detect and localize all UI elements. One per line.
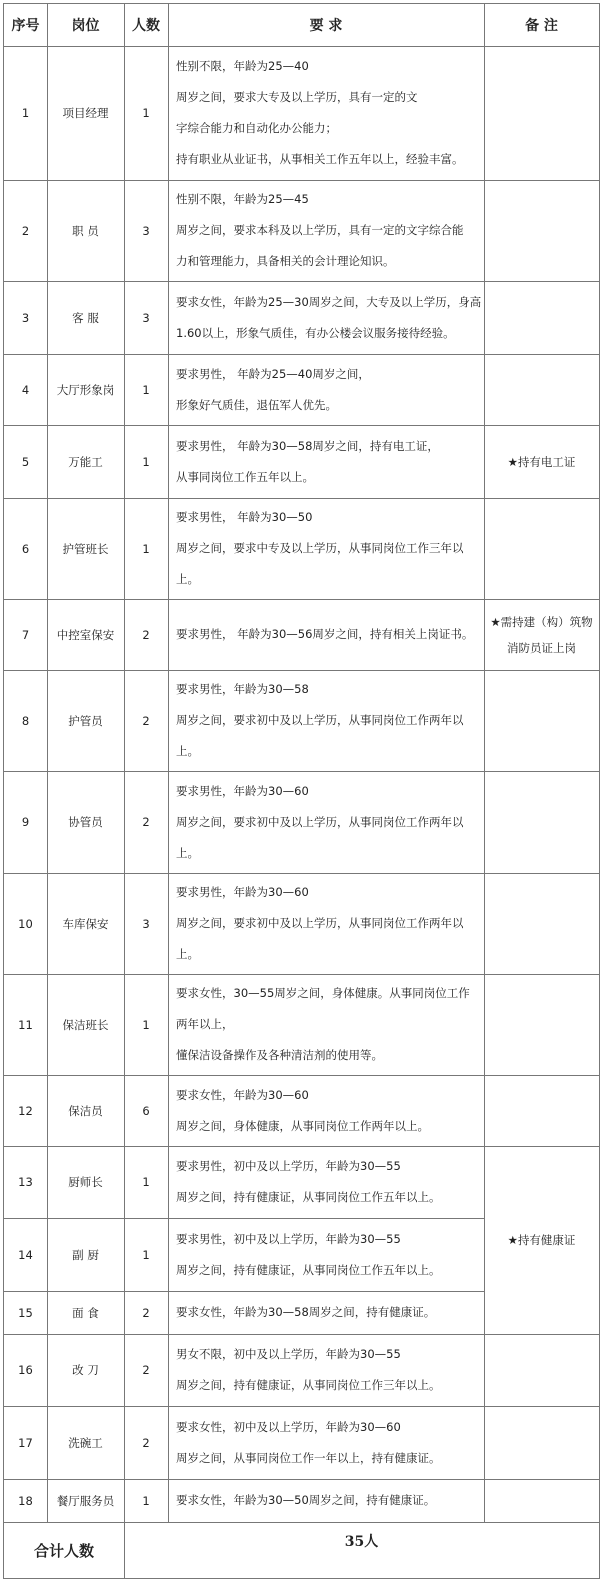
row-no: 12 [18, 1103, 33, 1118]
row-no: 16 [18, 1363, 33, 1377]
row-no: 8 [21, 713, 30, 728]
row-post: 副 厨 [72, 1247, 99, 1262]
row-divider [3, 1291, 484, 1292]
row-divider [3, 498, 600, 499]
header-post: 岗位 [71, 17, 100, 34]
row-no: 15 [18, 1305, 33, 1320]
req-line: 要求男性， 年龄为25—40周岁之间， [176, 366, 370, 381]
req-line: 周岁之间，持有健康证，从事同岗位工作五年以上。 [176, 1262, 441, 1277]
row-no: 17 [18, 1435, 33, 1450]
row-count: 2 [142, 1435, 150, 1450]
row-requirement [168, 354, 484, 425]
border-bottom [3, 1578, 600, 1579]
border-left [3, 3, 4, 1578]
row-post: 护管员 [68, 713, 103, 728]
row-count: 1 [142, 1247, 150, 1262]
row-count: 2 [142, 713, 150, 728]
req-line: 要求男性，初中及以上学历，年龄为30—55 [176, 1159, 401, 1173]
row-count: 1 [142, 454, 150, 469]
row-no: 11 [18, 1017, 33, 1032]
req-line: 形象好气质佳，退伍军人优先。 [176, 397, 337, 412]
row-requirement [168, 1334, 484, 1406]
req-line: 要求女性，年龄为30—60 [176, 1087, 309, 1102]
row-divider [3, 425, 600, 426]
col-divider [168, 3, 169, 1522]
row-count: 2 [142, 627, 150, 642]
row-count: 1 [142, 541, 150, 556]
row-post: 保洁员 [68, 1103, 103, 1118]
row-post: 护管班长 [62, 541, 109, 556]
row-divider [3, 1334, 600, 1335]
row-count: 6 [142, 1103, 150, 1118]
row-divider [3, 670, 600, 671]
req-line: 周岁之间，从事同岗位工作一年以上，持有健康证。 [176, 1450, 441, 1465]
row-post: 协管员 [68, 815, 103, 829]
req-line: 上。 [176, 744, 199, 758]
req-line: 周岁之间，要求大专及以上学历，具有一定的文 [176, 90, 418, 104]
req-line: 从事同岗位工作五年以上。 [176, 469, 314, 484]
row-divider [3, 873, 600, 874]
row-post: 客 服 [72, 310, 99, 325]
header-count: 人数 [132, 17, 160, 34]
col-divider [47, 3, 48, 1522]
req-line: 上。 [176, 572, 199, 586]
req-line: 周岁之间，要求本科及以上学历，具有一定的文字综合能 [176, 223, 464, 237]
border-right [599, 3, 600, 1578]
row-post: 保洁班长 [62, 1017, 109, 1032]
row-requirement [168, 281, 484, 354]
header-no: 序号 [11, 17, 40, 34]
note-line: 消防员证上岗 [507, 640, 576, 655]
row-divider [3, 46, 600, 47]
row-post: 职 员 [72, 223, 99, 238]
note-health-cert: ★持有健康证 [507, 1233, 576, 1247]
row-no: 10 [18, 916, 33, 931]
req-line: 上。 [176, 947, 199, 961]
row-count: 3 [142, 916, 150, 931]
req-line: 要求女性，年龄为30—58周岁之间，持有健康证。 [176, 1305, 436, 1319]
col-divider [484, 3, 485, 1522]
req-line: 要求男性，年龄为30—60 [176, 885, 309, 899]
row-requirement [168, 1075, 484, 1146]
row-requirement [168, 670, 484, 771]
total-label: 合计人数 [33, 1541, 94, 1560]
req-line: 要求男性，年龄为30—58 [176, 682, 309, 696]
row-divider [3, 1146, 600, 1147]
row-post: 洗碗工 [68, 1435, 103, 1450]
row-no: 2 [21, 223, 30, 238]
row-no: 9 [21, 815, 30, 829]
row-divider [3, 599, 600, 600]
row-post: 厨师长 [68, 1175, 103, 1189]
row-post: 改 刀 [72, 1363, 99, 1377]
req-line: 性别不限，年龄为25—40 [176, 59, 309, 73]
row-divider [3, 1075, 600, 1076]
row-count: 3 [142, 223, 150, 238]
row-post: 万能工 [68, 454, 103, 469]
row-requirement [168, 1406, 484, 1479]
req-line: 周岁之间，要求初中及以上学历，从事同岗位工作两年以 [176, 713, 464, 727]
req-line: 要求女性，初中及以上学历，年龄为30—60 [176, 1419, 401, 1434]
req-line: 上。 [176, 845, 199, 860]
note-fire-cert [484, 599, 599, 670]
row-requirement [168, 1218, 484, 1291]
row-count: 1 [142, 382, 150, 397]
row-divider [3, 1522, 600, 1523]
row-requirement [168, 1291, 484, 1334]
row-no: 6 [21, 541, 30, 556]
req-line: 要求男性，年龄为30—60 [176, 783, 309, 798]
row-requirement [168, 873, 484, 974]
req-line: 周岁之间，要求初中及以上学历，从事同岗位工作两年以 [176, 814, 464, 829]
row-no: 5 [21, 454, 30, 469]
row-requirement [168, 1479, 484, 1522]
row-count: 2 [142, 815, 150, 829]
req-line: 周岁之间，持有健康证，从事同岗位工作三年以上。 [176, 1378, 441, 1392]
row-no: 13 [18, 1175, 33, 1189]
row-no: 7 [21, 627, 30, 642]
req-line: 要求男性， 年龄为30—56周岁之间，持有相关上岗证书。 [176, 627, 474, 641]
row-divider [3, 974, 600, 975]
req-line: 要求女性，年龄为30—50周岁之间，持有健康证。 [176, 1493, 436, 1507]
row-requirement [168, 974, 484, 1075]
row-no: 14 [18, 1247, 33, 1262]
req-line: 懂保洁设备操作及各种清洁剂的使用等。 [176, 1048, 383, 1062]
req-line: 要求男性， 年龄为30—50 [176, 510, 313, 524]
row-count: 1 [142, 1175, 150, 1189]
header-requirement: 要 求 [309, 17, 343, 34]
row-requirement [168, 180, 484, 281]
note-electrician: ★持有电工证 [507, 454, 576, 469]
row-post: 面 食 [72, 1305, 99, 1320]
row-divider [3, 354, 600, 355]
header-note: 备 注 [525, 17, 558, 34]
row-post: 项目经理 [62, 106, 109, 120]
req-line: 两年以上， [176, 1017, 234, 1031]
row-no: 18 [18, 1493, 33, 1508]
req-line: 要求男性，初中及以上学历，年龄为30—55 [176, 1231, 401, 1246]
req-line: 性别不限，年龄为25—45 [176, 192, 309, 206]
row-count: 1 [142, 1493, 150, 1508]
row-no: 4 [21, 382, 30, 397]
row-requirement [168, 425, 484, 498]
req-line: 周岁之间，身体健康，从事同岗位工作两年以上。 [176, 1118, 429, 1133]
row-divider [3, 1479, 600, 1480]
note-line: ★需持建（构）筑物 [490, 614, 593, 629]
row-no: 3 [21, 310, 30, 325]
req-line: 要求女性，30—55周岁之间，身体健康。从事同岗位工作 [176, 986, 470, 1000]
row-count: 1 [142, 1017, 150, 1032]
row-divider [3, 180, 600, 181]
req-line: 周岁之间，持有健康证，从事同岗位工作五年以上。 [176, 1190, 441, 1204]
row-requirement [168, 498, 484, 599]
req-line: 持有职业从业证书，从事相关工作五年以上，经验丰富。 [176, 152, 464, 166]
req-line: 男女不限，初中及以上学历，年龄为30—55 [176, 1347, 401, 1361]
req-line: 周岁之间，要求初中及以上学历，从事同岗位工作两年以 [176, 916, 464, 930]
req-line: 1.60以上，形象气质佳，有办公楼会议服务接待经验。 [176, 325, 455, 340]
row-count: 3 [142, 310, 150, 325]
row-post: 车库保安 [62, 916, 109, 931]
row-post: 中控室保安 [56, 627, 115, 642]
row-count: 2 [142, 1305, 150, 1320]
row-count: 2 [142, 1363, 150, 1377]
row-divider [3, 771, 600, 772]
req-line: 力和管理能力，具备相关的会计理论知识。 [176, 254, 395, 268]
req-line: 周岁之间，要求中专及以上学历，从事同岗位工作三年以 [176, 541, 464, 555]
row-post: 大厅形象岗 [56, 382, 115, 397]
req-line: 要求女性，年龄为25—30周岁之间，大专及以上学历，身高 [176, 294, 482, 309]
row-divider [3, 1406, 600, 1407]
row-requirement [168, 771, 484, 873]
row-no: 1 [21, 106, 30, 120]
row-divider [3, 281, 600, 282]
border-top [3, 3, 600, 4]
col-divider [124, 3, 125, 1578]
row-count: 1 [142, 106, 150, 120]
req-line: 要求男性， 年龄为30—58周岁之间，持有电工证， [176, 438, 439, 453]
row-requirement [168, 1146, 484, 1218]
row-requirement [168, 599, 484, 670]
total-value: 35人 [344, 1534, 379, 1550]
row-divider [3, 1218, 484, 1219]
row-post: 餐厅服务员 [56, 1493, 115, 1508]
req-line: 字综合能力和自动化办公能力； [176, 121, 337, 135]
row-requirement [168, 46, 484, 180]
